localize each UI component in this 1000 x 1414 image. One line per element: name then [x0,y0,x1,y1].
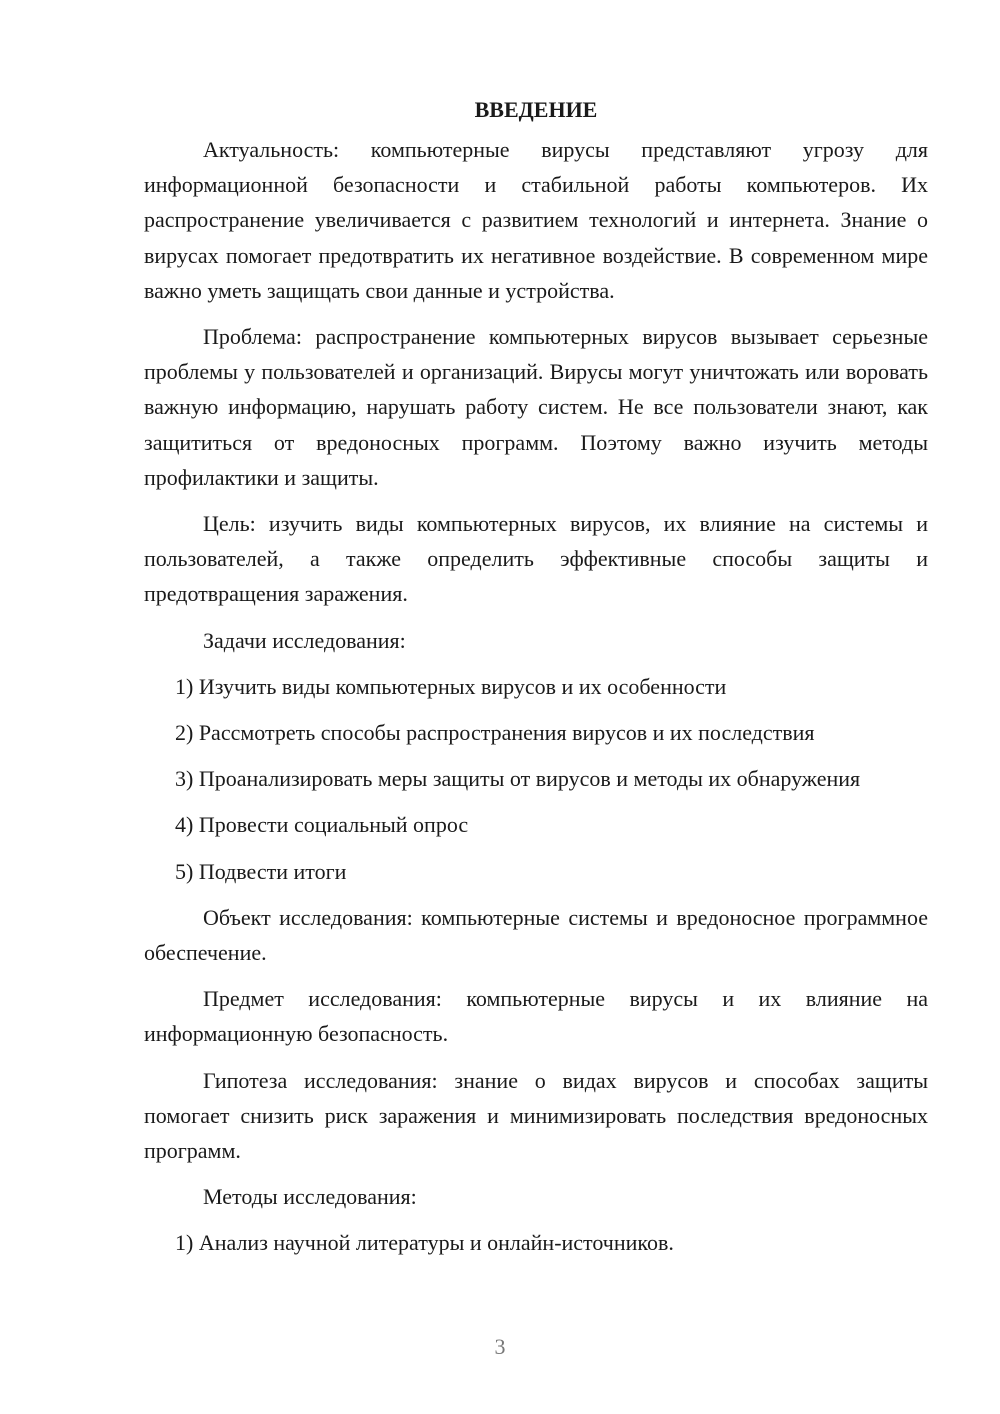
paragraph-problem: Проблема: распространение компьютерных вирусов вызывает серьезные проблемы у пользователей и организаций. Вирусы могут уничтожать или воровать важную информацию, нарушать работу систем. Не все пользователи знают, как защититься от вредоносных программ. Поэтому важно изучить методы профилактики и защиты. [144,324,928,490]
paragraph-subject: Предмет исследования: компьютерные вирусы и их влияние на информационную безопасность. [144,986,928,1047]
paragraph-goal: Цель: изучить виды компьютерных вирусов, их влияние на системы и пользователей, а также определить эффективные способы защиты и предотвращения заражения. [144,511,928,607]
paragraph-object: Объект исследования: компьютерные системы и вредоносное программное обеспечение. [144,904,928,966]
task-item-1: 1) Изучить виды компьютерных вирусов и их особенности [175,673,727,699]
paragraph-hypothesis: Гипотеза исследования: знание о видах вирусов и способах защиты помогает снизить риск заражения и минимизировать последствия вредоносных программ. [144,1067,928,1164]
task-item-2: 2) Рассмотреть способы распространения вирусов и их последствия [175,720,815,746]
paragraph-relevance: Актуальность: компьютерные вирусы представляют угрозу для информационной безопасности и стабильной работы компьютеров. Их распространение увеличивается с развитием технологий и интернета. Знание о вирусах помогает предотвратить их негативное воздействие. В современном мире важно уметь защищать свои данные и устройства. [144,137,928,303]
methods-title: Методы исследования: [203,1184,417,1210]
task-item-3: 3) Проанализировать меры защиты от вирусов и методы их обнаружения [175,766,861,792]
page-number: 3 [494,1334,506,1359]
tasks-title: Задачи исследования: [203,627,406,653]
method-item-1: 1) Анализ научной литературы и онлайн-источников. [175,1230,674,1256]
task-item-5: 5) Подвести итоги [175,858,347,884]
page-content [144,92,928,1272]
task-item-4: 4) Провести социальный опрос [175,812,469,838]
page-heading: ВВЕДЕНИЕ [474,97,598,122]
